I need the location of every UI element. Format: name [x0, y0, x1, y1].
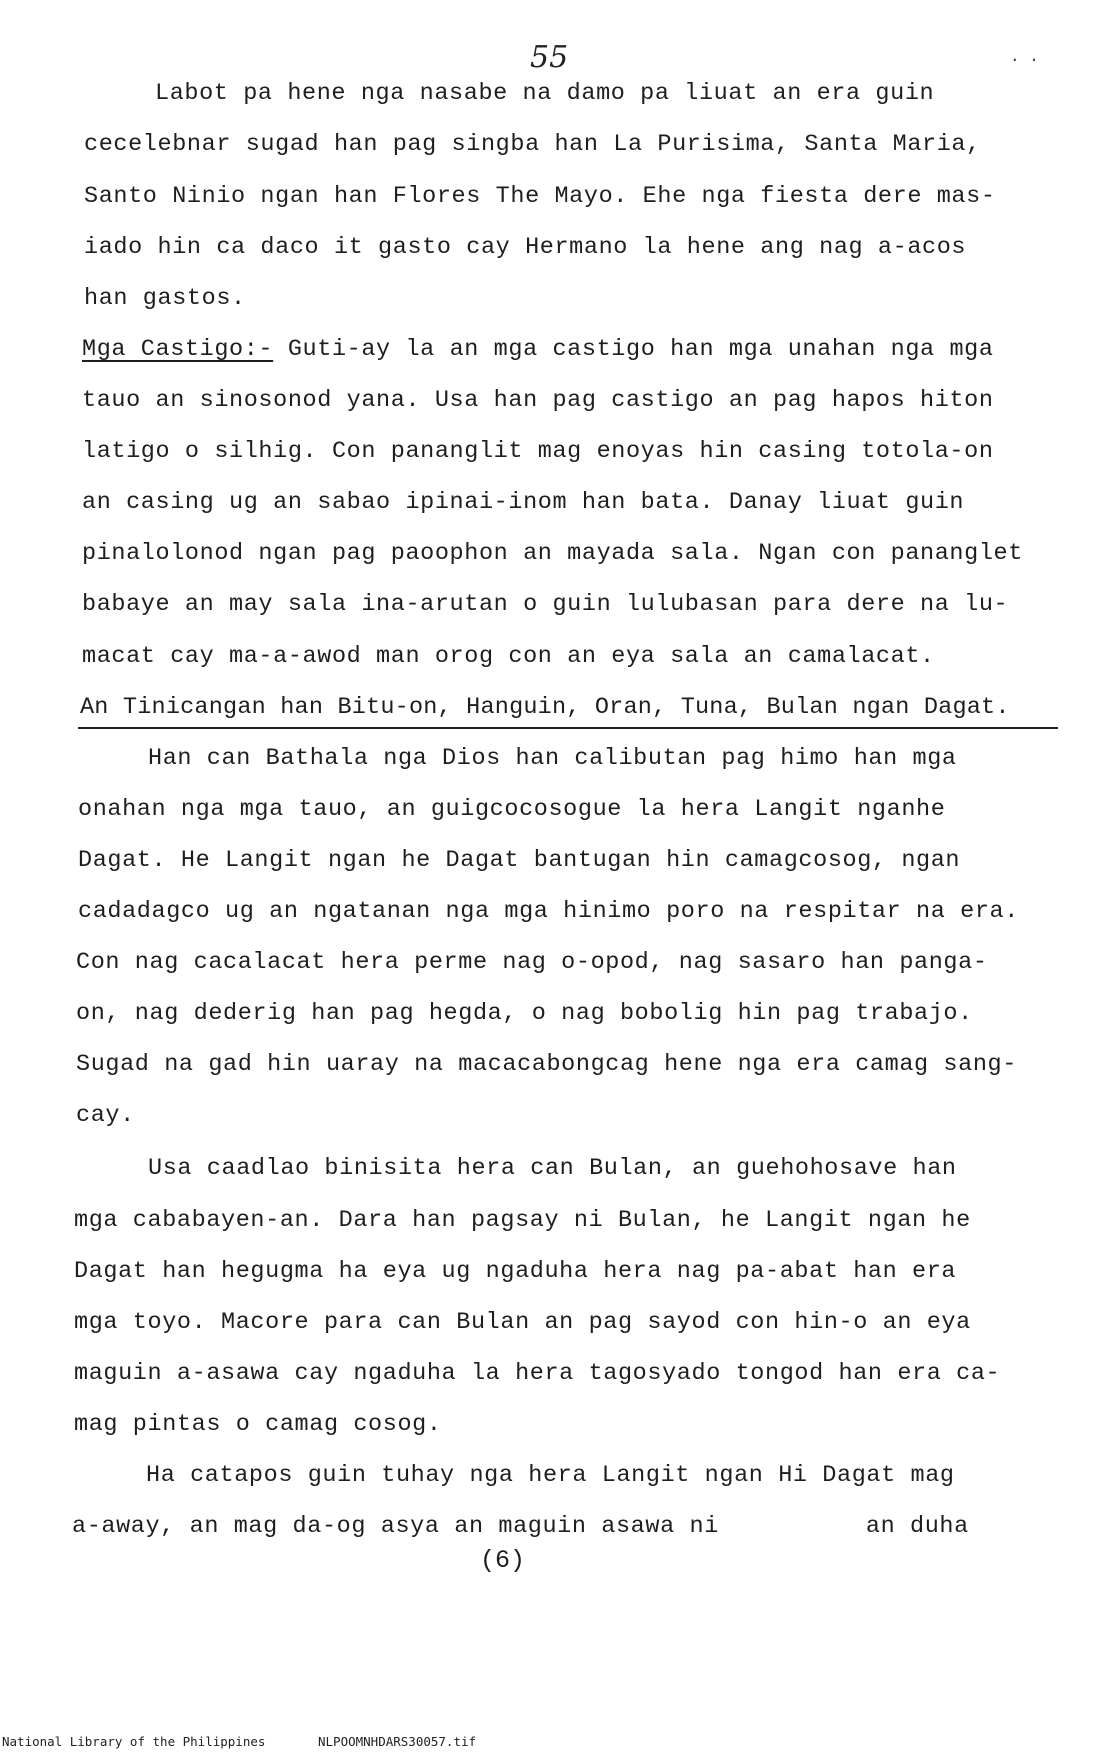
text-line: Dagat. He Langit ngan he Dagat bantugan hin camagcosog, ngan	[78, 847, 961, 874]
text-line: tauo an sinosonod yana. Usa han pag castigo an pag hapos hiton	[82, 387, 994, 414]
footer-filename: NLPOOMNHDARS30057.tif	[318, 1734, 477, 1749]
section-heading-castigo: Mga Castigo:-	[82, 336, 274, 363]
text-line: cadadagco ug an ngatanan nga mga hinimo poro na respitar na era.	[78, 898, 1019, 925]
section-heading: An Tinicangan han Bitu-on, Hanguin, Oran, Tuna, Bulan ngan Dagat.	[80, 694, 1010, 721]
text-line: Ha catapos guin tuhay nga hera Langit ngan Hi Dagat mag	[146, 1462, 955, 1489]
text-line: han gastos.	[84, 285, 246, 312]
page-number: 55	[530, 40, 569, 75]
text-line: onahan nga mga tauo, an guigcocosogue la hera Langit nganhe	[78, 796, 946, 823]
text-line: cay.	[76, 1102, 135, 1129]
heading-underline	[78, 727, 1058, 729]
text-line: mga cababayen-an. Dara han pagsay ni Bulan, he Langit ngan he	[74, 1207, 971, 1234]
text-line: latigo o silhig. Con pananglit mag enoyas hin casing totola-on	[82, 438, 994, 465]
text-line: macat cay ma-a-awod man orog con an eya sala an camalacat.	[82, 643, 935, 670]
text-line: an casing ug an sabao ipinai-inom han bata. Danay liuat guin	[82, 489, 965, 516]
text-line: Usa caadlao binisita hera can Bulan, an guehohosave han	[148, 1155, 957, 1182]
text-line: mag pintas o camag cosog.	[74, 1411, 442, 1438]
text-line: Santo Ninio ngan han Flores The Mayo. Ehe nga fiesta dere mas-	[84, 183, 996, 210]
text-line: on, nag dederig han pag hegda, o nag bobolig hin pag trabajo.	[76, 1000, 973, 1027]
text-line: Sugad na gad hin uaray na macacabongcag hene nga era camag sang-	[76, 1051, 1017, 1078]
text-line: Labot pa hene nga nasabe na damo pa liuat an era guin	[155, 80, 935, 107]
text-line: maguin a-asawa cay ngaduha la hera tagosyado tongod han era ca-	[74, 1360, 1001, 1387]
text-line: Dagat han hegugma ha eya ug ngaduha hera nag pa-abat han era	[74, 1258, 957, 1285]
text-line: Han can Bathala nga Dios han calibutan pag himo han mga	[148, 745, 957, 772]
footer-library: National Library of the Philippines	[2, 1734, 266, 1749]
text-line: cecelebnar sugad han pag singba han La Purisima, Santa Maria,	[84, 131, 981, 158]
text-line: pinalolonod ngan pag paoophon an mayada sala. Ngan con pananglet	[82, 540, 1023, 567]
text-line: babaye an may sala ina-arutan o guin lulubasan para dere na lu-	[82, 591, 1009, 618]
page-corner-marks: . .	[1010, 48, 1039, 66]
text-line: Con nag cacalacat hera perme nag o-opod, nag sasaro han panga-	[76, 949, 988, 976]
text-line: a-away, an mag da-og asya an maguin asawa ni an duha	[72, 1513, 969, 1540]
text-line: mga toyo. Macore para can Bulan an pag sayod con hin-o an eya	[74, 1309, 971, 1336]
original-page-number: (6)	[480, 1546, 526, 1575]
text-line: iado hin ca daco it gasto cay Hermano la hene ang nag a-acos	[84, 234, 967, 261]
section-heading-line: Mga Castigo:- Guti-ay la an mga castigo han mga unahan nga mga	[82, 336, 994, 363]
